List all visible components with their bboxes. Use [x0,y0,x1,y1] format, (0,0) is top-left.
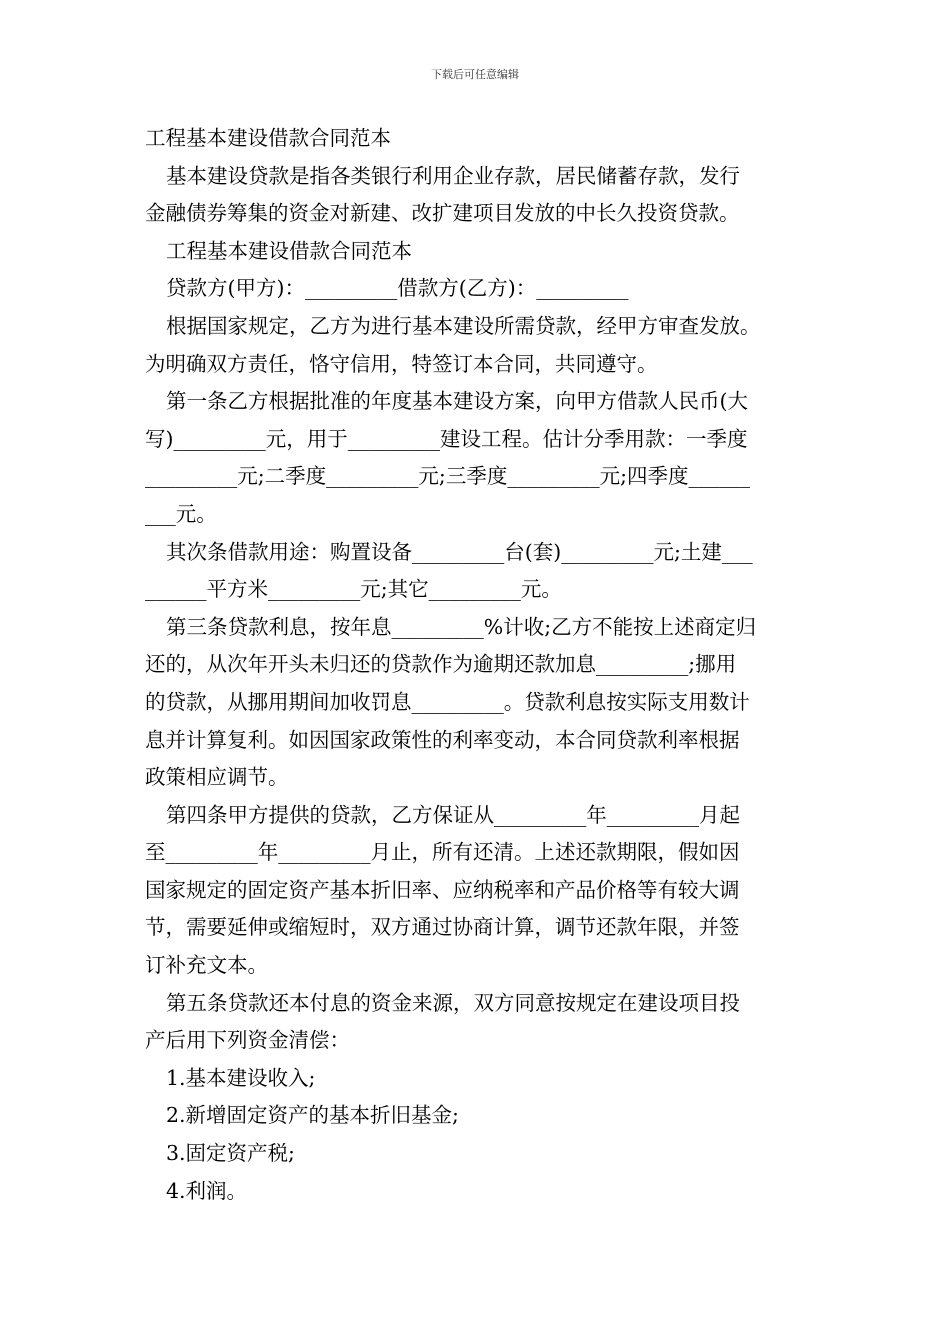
text-line: 还的，从次年开头未归还的贷款作为逾期还款加息_________;挪用 [145,652,737,677]
text-line: 国家规定的固定资产基本折旧率、应纳税率和产品价格等有较大调 [145,877,740,902]
text-line: 政策相应调节。 [145,765,289,790]
text-line: ___元。 [145,501,217,526]
text-line: 基本建设贷款是指各类银行利用企业存款，居民储蓄存款，发行 [166,163,740,188]
text-line: 息并计算复利。如因国家政策性的利率变动，本合同贷款利率根据 [145,727,740,752]
text-line: 第一条乙方根据批准的年度基本建设方案，向甲方借款人民币(大 [166,389,748,414]
text-line: 产后用下列资金清偿： [145,1028,350,1053]
text-line: 写)_________元，用于_________建设工程。估计分季用款：一季度 [145,426,748,451]
text-line: 3.固定资产税; [166,1141,295,1166]
text-line: 订补充文本。 [145,953,268,978]
text-line: 节，需要延伸或缩短时，双方通过协商计算，调节还款年限，并签 [145,915,740,940]
text-line: 第三条贷款利息，按年息_________%计收;乙方不能按上述商定归 [166,614,757,639]
text-line: 4.利润。 [166,1178,248,1203]
text-line: 1.基本建设收入; [166,1065,316,1090]
text-line: 为明确双方责任，恪守信用，特签订本合同，共同遵守。 [145,351,658,376]
text-line: 2.新增固定资产的基本折旧基金; [166,1103,459,1128]
text-line: 根据国家规定，乙方为进行基本建设所需贷款，经甲方审查发放。 [166,313,761,338]
text-line: 第四条甲方提供的贷款，乙方保证从_________年_________月起 [166,802,740,827]
text-line: ______平方米_________元;其它_________元。 [145,577,562,602]
page-header: 下载后可任意编辑 [431,68,519,81]
text-line: 工程基本建设借款合同范本 [166,238,412,263]
text-line: 的贷款，从挪用期间加收罚息_________。贷款利息按实际支用数计 [145,689,750,714]
text-line: 金融债券筹集的资金对新建、改扩建项目发放的中长久投资贷款。 [145,201,740,226]
text-line: _________元;二季度_________元;三季度_________元;四季度______ [145,464,750,489]
text-line: 第五条贷款还本付息的资金来源，双方同意按规定在建设项目投 [166,990,740,1015]
text-line: 其次条借款用途：购置设备_________台(套)_________元;土建___ [166,539,753,564]
document-title: 工程基本建设借款合同范本 [145,126,391,150]
text-line: 至_________年_________月止，所有还清。上述还款期限，假如因 [145,840,740,865]
document-body [145,120,810,1210]
text-line: 贷款方(甲方)：_________借款方(乙方)：_________ [166,276,629,301]
